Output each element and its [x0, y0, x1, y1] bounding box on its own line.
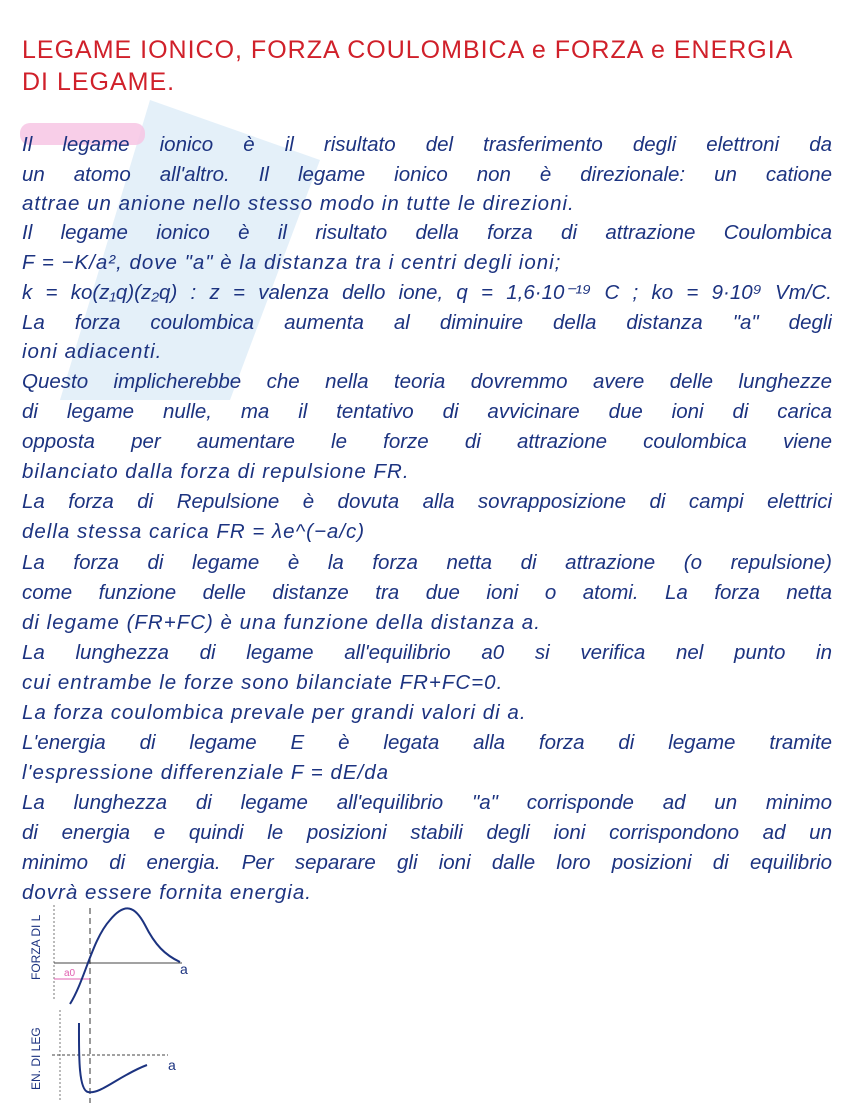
text-line: l'espressione differenziale F = dE/da [22, 761, 390, 784]
text-line: dovrà essere fornita energia. [22, 881, 312, 904]
text-line: Il legame ionico è il risultato del trasferimento degli elettroni da [22, 133, 832, 156]
text-line: un atomo all'altro. Il legame ionico non è direzionale: un catione [22, 163, 832, 186]
energy-curve [79, 1023, 147, 1092]
text-line: di energia e quindi le posizioni stabili degli ioni corrispondono ad un [22, 821, 832, 844]
energy-axis-label: EN. DI LEG [29, 1027, 43, 1090]
text-line: Il legame ionico è il risultato della forza di attrazione Coulombica [22, 221, 832, 244]
text-line: k = ko(z₁q)(z₂q) : z = valenza dello ione, q = 1,6·10⁻¹⁹ C ; ko = 9·10⁹ Vm/C. [22, 281, 832, 304]
text-line: L'energia di legame E è legata alla forza di legame tramite [22, 731, 832, 754]
text-line: bilanciato dalla forza di repulsione FR. [22, 460, 410, 483]
text-line: di legame (FR+FC) è una funzione della distanza a. [22, 611, 541, 634]
text-line: cui entrambe le forze sono bilanciate FR+FC=0. [22, 671, 504, 694]
page-title: LEGAME IONICO, FORZA COULOMBICA e FORZA e ENERGIA [22, 36, 794, 64]
force-axis-label: FORZA DI L [29, 914, 43, 980]
force-energy-graphs [0, 900, 250, 1103]
page-title-continued: DI LEGAME. [22, 68, 176, 96]
text-line: attrae un anione nello stesso modo in tutte le direzioni. [22, 192, 575, 215]
text-line: come funzione delle distanze tra due ioni o atomi. La forza netta [22, 581, 832, 604]
a0-label: a0 [64, 968, 76, 979]
text-line: della stessa carica FR = λe^(−a/c) [22, 520, 366, 543]
text-line: opposta per aumentare le forze di attrazione coulombica viene [22, 430, 832, 453]
text-line: Questo implicherebbe che nella teoria dovremmo avere delle lunghezze [22, 370, 832, 393]
text-line: La forza coulombica aumenta al diminuire della distanza "a" degli [22, 311, 832, 334]
force-curve [70, 908, 180, 1004]
energy-x-label: a [168, 1057, 176, 1073]
text-line: ioni adiacenti. [22, 340, 163, 363]
text-line: di legame nulle, ma il tentativo di avvicinare due ioni di carica [22, 400, 832, 423]
force-x-label: a [180, 961, 188, 977]
text-line: minimo di energia. Per separare gli ioni dalle loro posizioni di equilibrio [22, 851, 832, 874]
text-line: La forza coulombica prevale per grandi valori di a. [22, 701, 527, 724]
text-line: La forza di legame è la forza netta di attrazione (o repulsione) [22, 551, 832, 574]
text-line: La lunghezza di legame all'equilibrio "a" corrisponde ad un minimo [22, 791, 832, 814]
text-line: F = −K/a², dove "a" è la distanza tra i centri degli ioni; [22, 251, 562, 274]
text-line: La forza di Repulsione è dovuta alla sovrapposizione di campi elettrici [22, 490, 832, 513]
text-line: La lunghezza di legame all'equilibrio a0 si verifica nel punto in [22, 641, 832, 664]
